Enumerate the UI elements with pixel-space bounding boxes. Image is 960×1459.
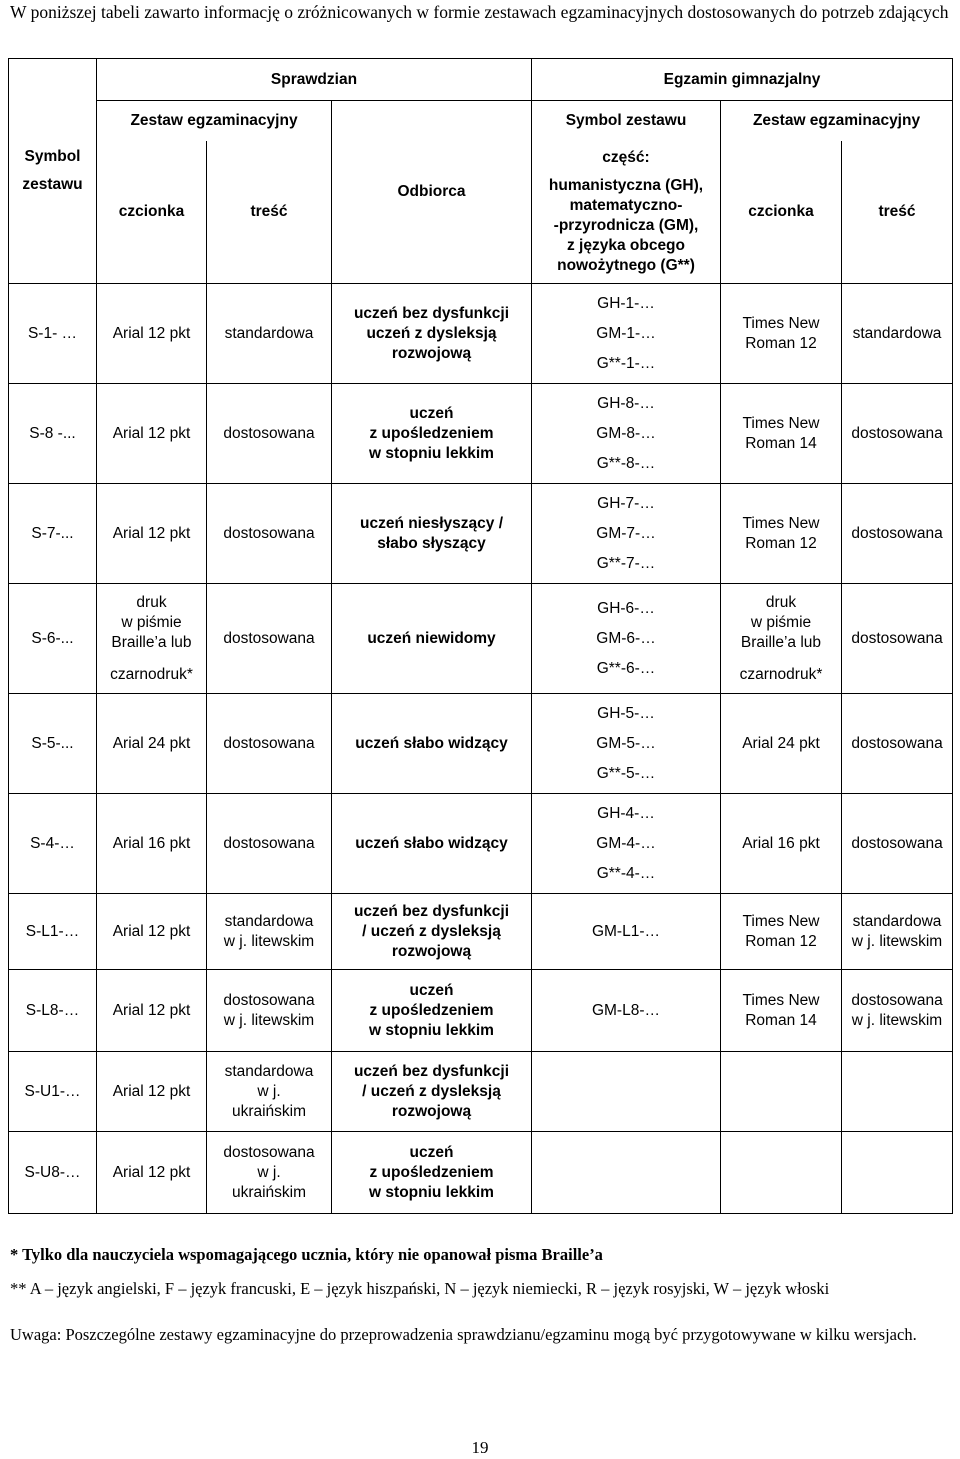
header-sprawdzian: Sprawdzian bbox=[97, 59, 532, 101]
header-czcionka-1: czcionka bbox=[97, 141, 207, 284]
cell-czcionka: Arial 12 pkt bbox=[97, 970, 207, 1052]
header-czesc: część: humanistyczna (GH), matematyczno- -przyrodnicza (GM), z języka obcego nowożytnego (G**) bbox=[532, 141, 721, 284]
cell-tresc-2: standardowa bbox=[842, 284, 953, 384]
cell-symbol: S-6-... bbox=[9, 584, 97, 694]
cell-symbol-zestawu: GH-1-… GM-1-… G**-1-… bbox=[532, 284, 721, 384]
table-row bbox=[9, 1052, 953, 1132]
cell-tresc-2: standardowa w j. litewskim bbox=[842, 894, 953, 970]
cell-odbiorca: uczeń bez dysfunkcji / uczeń z dysleksją rozwojową bbox=[332, 1052, 532, 1132]
cell-czcionka: Arial 16 pkt bbox=[97, 794, 207, 894]
table-row bbox=[9, 794, 953, 894]
cell-czcionka-2: Times New Roman 12 bbox=[721, 484, 842, 584]
header-zestaw-egzaminacyjny-1: Zestaw egzaminacyjny bbox=[97, 101, 332, 141]
cell-odbiorca: uczeń niewidomy bbox=[332, 584, 532, 694]
cell-symbol: S-L1-… bbox=[9, 894, 97, 970]
cell-symbol-zestawu: GH-5-… GM-5-… G**-5-… bbox=[532, 694, 721, 794]
cell-czcionka: Arial 12 pkt bbox=[97, 1132, 207, 1214]
cell-tresc: dostosowana bbox=[207, 384, 332, 484]
cell-czcionka: Arial 24 pkt bbox=[97, 694, 207, 794]
header-odbiorca: Odbiorca bbox=[332, 101, 532, 284]
page-number: 19 bbox=[471, 1438, 489, 1457]
header-tresc-1: treść bbox=[207, 141, 332, 284]
cell-odbiorca: uczeń niesłyszący / słabo słyszący bbox=[332, 484, 532, 584]
cell-tresc-2: dostosowana bbox=[842, 584, 953, 694]
cell-tresc: dostosowana bbox=[207, 694, 332, 794]
cell-czcionka: Arial 12 pkt bbox=[97, 484, 207, 584]
intro-text: W poniższej tabeli zawarto informację o zróżnicowanych w formie zestawach egzaminacyjnych dostosowanych do potrzeb zdających bbox=[10, 2, 949, 22]
cell-tresc-2: dostosowana bbox=[842, 694, 953, 794]
cell-czcionka-2 bbox=[721, 1052, 842, 1132]
cell-tresc: standardowa w j. ukraińskim bbox=[207, 1052, 332, 1132]
cell-tresc-2: dostosowana w j. litewskim bbox=[842, 970, 953, 1052]
cell-czcionka-2: Times New Roman 12 bbox=[721, 894, 842, 970]
cell-tresc-2: dostosowana bbox=[842, 384, 953, 484]
cell-czcionka-2: druk w piśmie Braille’a lub czarnodruk* bbox=[721, 584, 842, 694]
cell-odbiorca: uczeń bez dysfunkcji uczeń z dysleksją rozwojową bbox=[332, 284, 532, 384]
cell-odbiorca: uczeń słabo widzący bbox=[332, 694, 532, 794]
table-row bbox=[9, 894, 953, 970]
header-egzamin-gimnazjalny: Egzamin gimnazjalny bbox=[532, 59, 953, 101]
cell-symbol-zestawu: GM-L8-… bbox=[532, 970, 721, 1052]
cell-odbiorca: uczeń słabo widzący bbox=[332, 794, 532, 894]
cell-symbol-zestawu: GM-L1-… bbox=[532, 894, 721, 970]
cell-symbol: S-4-… bbox=[9, 794, 97, 894]
cell-czcionka-2: Arial 16 pkt bbox=[721, 794, 842, 894]
cell-tresc: standardowa w j. litewskim bbox=[207, 894, 332, 970]
cell-tresc: standardowa bbox=[207, 284, 332, 384]
cell-odbiorca: uczeń z upośledzeniem w stopniu lekkim bbox=[332, 384, 532, 484]
cell-czcionka-2: Arial 24 pkt bbox=[721, 694, 842, 794]
cell-symbol: S-U8-… bbox=[9, 1132, 97, 1214]
cell-tresc-2 bbox=[842, 1132, 953, 1214]
cell-odbiorca: uczeń z upośledzeniem w stopniu lekkim bbox=[332, 1132, 532, 1214]
table-row bbox=[9, 584, 953, 694]
table-row bbox=[9, 970, 953, 1052]
cell-czcionka: Arial 12 pkt bbox=[97, 284, 207, 384]
cell-symbol: S-1- … bbox=[9, 284, 97, 384]
cell-tresc-2: dostosowana bbox=[842, 484, 953, 584]
table-row bbox=[9, 284, 953, 384]
cell-symbol-zestawu: GH-7-… GM-7-… G**-7-… bbox=[532, 484, 721, 584]
cell-symbol-zestawu: GH-6-… GM-6-… G**-6-… bbox=[532, 584, 721, 694]
cell-czcionka-2 bbox=[721, 1132, 842, 1214]
cell-tresc: dostosowana bbox=[207, 584, 332, 694]
cell-symbol: S-U1-… bbox=[9, 1052, 97, 1132]
table-row bbox=[9, 484, 953, 584]
cell-czcionka-2: Times New Roman 12 bbox=[721, 284, 842, 384]
cell-czcionka-2: Times New Roman 14 bbox=[721, 384, 842, 484]
cell-tresc: dostosowana bbox=[207, 794, 332, 894]
header-zestaw-egzaminacyjny-2: Zestaw egzaminacyjny bbox=[721, 101, 953, 141]
note-languages: ** A – język angielski, F – język francuski, E – język hiszpański, N – język niemiecki, R – język rosyjski, W – język włoski bbox=[10, 1279, 830, 1298]
cell-tresc-2 bbox=[842, 1052, 953, 1132]
header-tresc-2: treść bbox=[842, 141, 953, 284]
cell-symbol: S-5-... bbox=[9, 694, 97, 794]
cell-tresc-2: dostosowana bbox=[842, 794, 953, 894]
cell-czcionka: Arial 12 pkt bbox=[97, 894, 207, 970]
header-symbol-zestawu-2: Symbol zestawu bbox=[532, 101, 721, 141]
table-row bbox=[9, 694, 953, 794]
cell-symbol: S-L8-… bbox=[9, 970, 97, 1052]
cell-symbol-zestawu: GH-8-… GM-8-… G**-8-… bbox=[532, 384, 721, 484]
cell-tresc: dostosowana w j. ukraińskim bbox=[207, 1132, 332, 1214]
cell-symbol: S-8 -... bbox=[9, 384, 97, 484]
cell-czcionka: Arial 12 pkt bbox=[97, 384, 207, 484]
note-braille: * Tylko dla nauczyciela wspomagającego ucznia, który nie opanował pisma Braille’a bbox=[10, 1245, 603, 1264]
exam-sets-table bbox=[8, 58, 953, 1214]
cell-tresc: dostosowana bbox=[207, 484, 332, 584]
cell-czcionka: Arial 12 pkt bbox=[97, 1052, 207, 1132]
cell-symbol-zestawu bbox=[532, 1132, 721, 1214]
table-row bbox=[9, 1132, 953, 1214]
cell-symbol-zestawu: GH-4-… GM-4-… G**-4-… bbox=[532, 794, 721, 894]
cell-czcionka: druk w piśmie Braille’a lub czarnodruk* bbox=[97, 584, 207, 694]
cell-odbiorca: uczeń bez dysfunkcji / uczeń z dysleksją rozwojową bbox=[332, 894, 532, 970]
header-czcionka-2: czcionka bbox=[721, 141, 842, 284]
header-symbol-zestawu: Symbol zestawu bbox=[9, 59, 97, 284]
table-row bbox=[9, 384, 953, 484]
cell-czcionka-2: Times New Roman 14 bbox=[721, 970, 842, 1052]
cell-symbol: S-7-... bbox=[9, 484, 97, 584]
note-uwaga: Uwaga: Poszczególne zestawy egzaminacyjne do przeprowadzenia sprawdzianu/egzaminu mogą być przygotowywane w kilku wersjach. bbox=[10, 1325, 917, 1344]
cell-odbiorca: uczeń z upośledzeniem w stopniu lekkim bbox=[332, 970, 532, 1052]
cell-tresc: dostosowana w j. litewskim bbox=[207, 970, 332, 1052]
cell-symbol-zestawu bbox=[532, 1052, 721, 1132]
table-body bbox=[9, 59, 953, 1214]
